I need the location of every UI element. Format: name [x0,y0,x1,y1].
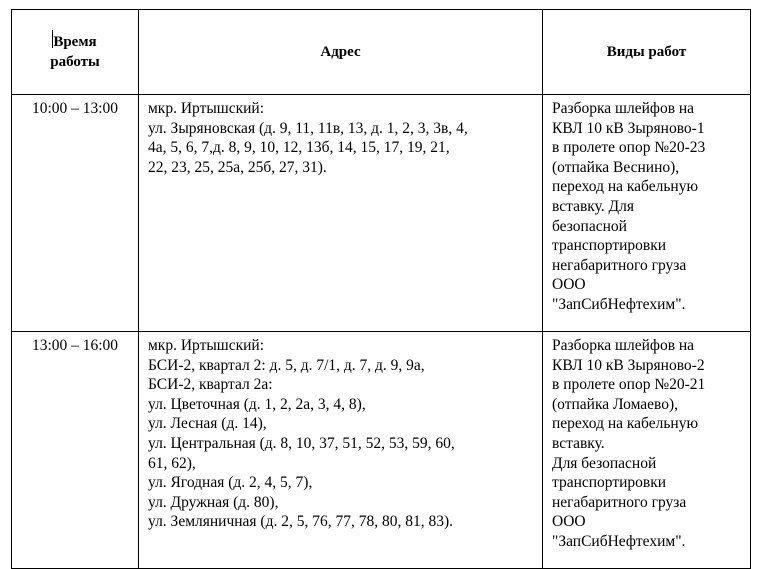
header-time-line2: работы [50,54,100,70]
text-cursor-icon [52,30,53,48]
address-line: ул. Дружная (д. 80), [148,493,279,511]
work-line: в пролете опор №20-23 [552,139,706,157]
work-line: "ЗапСибНефтехим". [552,295,686,313]
work-line: переход на кабельную [552,178,699,196]
work-line: безопасной [552,217,627,235]
work-line: Для безопасной [552,454,657,472]
header-address: Адрес [139,10,543,95]
table-row [12,95,751,332]
address-line: 61, 62), [148,454,196,472]
work-line: Разборка шлейфов на [552,100,695,117]
address-line: БСИ-2, квартал 2: д. 5, д. 7/1, д. 7, д. 9, 9а, [148,356,425,374]
work-line: КВЛ 10 кВ Зыряново-1 [552,119,705,137]
work-line: транспортировки [552,474,667,492]
outage-schedule-table [11,9,751,569]
work-line: переход на кабельную [552,415,699,433]
table-row [12,332,751,569]
address-cell [139,332,543,569]
work-line: "ЗапСибНефтехим". [552,532,686,550]
address-line: мкр. Иртышский: [148,337,265,354]
work-line: транспортировки [552,237,667,255]
address-line: ул. Лесная (д. 14), [148,415,267,433]
work-line: ООО [552,276,586,294]
address-line: ул. Цветочная (д. 1, 2, 2а, 3, 4, 8), [148,395,366,413]
address-line: мкр. Иртышский: [148,100,265,117]
address-line: БСИ-2, квартал 2а: [148,376,273,394]
header-time [12,10,139,95]
work-type-cell [543,332,751,569]
address-line: 22, 23, 25, 25а, 25б, 27, 31). [148,158,327,176]
work-type-cell [543,95,751,332]
header-row [12,10,751,95]
work-line: ООО [552,513,586,531]
work-line: вставку. [552,434,605,452]
time-cell: 10:00 – 13:00 [12,95,139,332]
work-line: вставку. Для [552,197,634,215]
address-line: 4а, 5, 6, 7,д. 8, 9, 10, 12, 13б, 14, 15, 17, 19, 21, [148,139,450,157]
address-line: ул. Зыряновская (д. 9, 11, 11в, 13, д. 1, 2, 3, 3в, 4, [148,119,468,137]
header-time-line1: Время [53,34,97,50]
work-line: (отпайка Ломаево), [552,395,679,413]
address-line: ул. Ягодная (д. 2, 4, 5, 7), [148,474,313,492]
work-line: Разборка шлейфов на [552,337,695,354]
address-line: ул. Земляничная (д. 2, 5, 76, 77, 78, 80, 81, 83). [148,513,454,531]
address-line: ул. Центральная (д. 8, 10, 37, 51, 52, 53, 59, 60, [148,434,455,452]
time-cell: 13:00 – 16:00 [12,332,139,569]
header-work-type: Виды работ [543,10,751,95]
work-line: негабаритного груза [552,493,687,511]
work-line: КВЛ 10 кВ Зыряново-2 [552,356,705,374]
work-line: негабаритного груза [552,256,687,274]
work-line: в пролете опор №20-21 [552,376,706,394]
work-line: (отпайка Веснино), [552,158,680,176]
address-cell [139,95,543,332]
